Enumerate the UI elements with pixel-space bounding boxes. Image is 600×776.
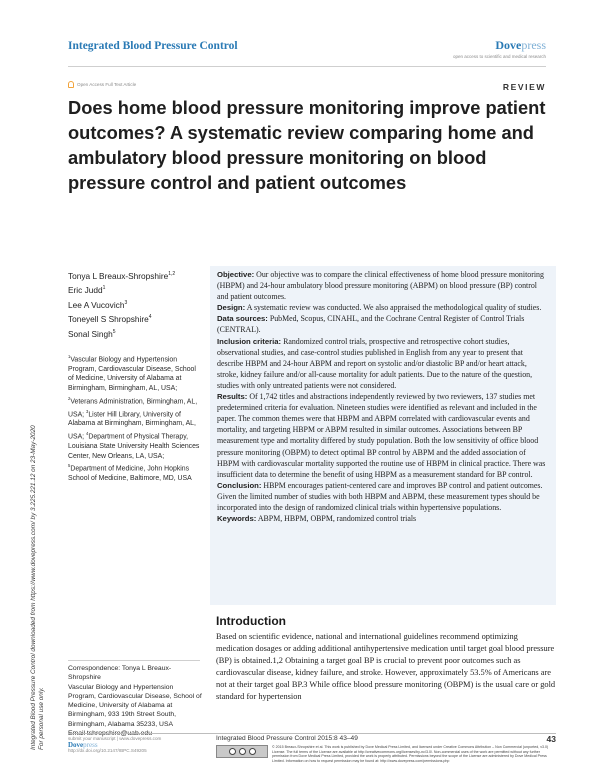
- abstract-section: Conclusion: HBPM encourages patient-centered care and improves BP control and patient outcomes. Given the limited number of studies with both HBPM and ABPM, these measurement types should be incorporated into the design of randomized clinical trials within hypertensive populations.: [217, 480, 543, 512]
- abstract-section: Results: Of 1,742 titles and abstractions independently reviewed by two reviewers, 137 studies met predetermined criteria for evaluation. Nineteen studies were identified as relevant and included in the paper. The common themes were that HBPM and ABPM correlated with cardiovascular events and mortality, and targeting HBPM or ABPM resulted in similar outcomes. Associations between BP measurement type and mortality differed by study population. Both the low sensitivity of office blood pressure monitoring (OBPM) to detect optimal BP control by ABPM and the added association of HBPM with cardiovascular mortality supported the routine use of HBPM in clinical practice. There was insufficient data to determine the benefit of using HBPM as a measurement standard for BP control.: [217, 392, 546, 479]
- license-block: [216, 745, 556, 763]
- correspondence-email[interactable]: Email tshropshire@uab.edu: [68, 730, 152, 738]
- open-access-label: [68, 81, 136, 88]
- publisher-tagline: open access to scientific and medical research: [452, 54, 546, 59]
- nc-icon: [249, 748, 256, 755]
- publisher-press: press: [521, 38, 546, 52]
- correspondence-name: Correspondence: Tonya L Breaux-Shropshire: [68, 665, 172, 682]
- publisher-name: [453, 38, 546, 53]
- creative-commons-icon[interactable]: [216, 745, 268, 758]
- footer-citation: Integrated Blood Pressure Control 2015:8 43–49: [216, 735, 358, 742]
- abstract-keywords: Keywords: ABPM, HBPM, OBPM, randomized control trials: [217, 514, 417, 524]
- journal-title[interactable]: Integrated Blood Pressure Control: [68, 40, 238, 52]
- affiliations: $^1$Vascular Biology and Hypertension Program, Cardiovascular Disease, School of Medicine, University of Alabama at Birmingham, Birmingham, AL, USA; $^2$Veterans Administration, Birmingham, AL, USA; $^3$Lister Hill Library, University of Alabama at Birmingham, Birmingham, AL, USA; $^4$Department of Physical Therapy, Louisiana State University Health Sciences Center, New Orleans, LA, USA; $^5$Department of Medicine, John Hopkins School of Medicine, Baltimore, MD, USA: [68, 354, 200, 483]
- abstract-section: Inclusion criteria: Randomized control trials, prospective and retrospective cohort studies, observational studies, and case-control studies published in English from any year to present that describe HBPM and 24-hour ABPM and report on systolic and/or diastolic BP and/or heart attack, stroke, kidney failure and/or all-cause mortality for adult patients. Due to the nature of the question, studies with only untreated patients were not considered.: [217, 336, 533, 390]
- doi-link[interactable]: http://dx.doi.org/10.2147/IBPC.S49205: [68, 748, 147, 754]
- by-icon: [239, 748, 246, 755]
- watermark-line-1: Integrated Blood Pressure Control downloaded from https://www.dovepress.com/ by 3.225.221.12 on 23-May-2020: [30, 425, 37, 750]
- download-watermark: [30, 150, 45, 750]
- author: Tonya L Breaux-Shropshire$^{1,2}$: [68, 270, 176, 281]
- footer-publisher: [68, 736, 161, 755]
- open-access-lock-icon: [68, 81, 74, 88]
- author: Sonal Singh$^5$: [68, 328, 116, 339]
- open-access-text: Open Access Full Text Article: [77, 82, 137, 87]
- abstract: [210, 266, 556, 605]
- author-list: [68, 268, 200, 340]
- introduction-heading: Introduction: [216, 614, 286, 628]
- cc-icon: [229, 748, 236, 755]
- author: Eric Judd$^1$: [68, 285, 106, 296]
- submit-link[interactable]: submit your manuscript | www.dovepress.com: [68, 736, 162, 741]
- correspondence-address: Vascular Biology and Hypertension Program, Cardiovascular Disease, School of Medicine, University of Alabama at Birmingham, 933 19th Street South, Birmingham, Alabama 35233, USA: [68, 683, 202, 728]
- watermark-line-2: For personal use only.: [38, 687, 45, 750]
- abstract-section: Data sources: PubMed, Scopus, CINAHL, and the Cochrane Central Register of Control Trials (CENTRAL).: [217, 314, 525, 335]
- footer-dovepress-logo[interactable]: Dovepress: [68, 741, 98, 750]
- article-title: Does home blood pressure monitoring improve patient outcomes? A systematic review comparing home and ambulatory blood pressure monitoring on blood pressure control and patient outcomes: [68, 97, 546, 193]
- abstract-section: Objective: Our objective was to compare the clinical effectiveness of home blood pressure monitoring (HBPM) and 24-hour ambulatory blood pressure monitoring (ABPM) on blood pressure (BP) control and patient outcomes.: [217, 270, 544, 302]
- publisher-logo[interactable]: [453, 38, 546, 59]
- introduction-text: Based on scientific evidence, national and international guidelines recommend optimizing medication dosages or adding additional antihypertensive medication until target goal blood pressure (BP) is obtained.1,2 Obtaining a target goal BP is crucial to prevent poor outcomes such as cardiovascular disease, kidney failure, and stroke. However, approximately 53.5% of Americans are not at their target goal BP.3 While office blood pressure monitoring (OBPM) is the usual care or gold standard for hypertension: [216, 632, 556, 702]
- footer-divider: [68, 733, 556, 734]
- article-type: REVIEW: [502, 82, 546, 92]
- page-number: 43: [546, 734, 556, 744]
- author: Toneyell S Shropshire$^4$: [68, 314, 152, 325]
- publisher-dove: Dove: [495, 38, 522, 52]
- abstract-section: Design: A systematic review was conducted. We also appraised the methodological quality of studies.: [217, 303, 542, 313]
- license-text: © 2015 Breaux-Shropshire et al. This work is published by Dove Medical Press Limited, and licensed under Creative Commons Attribution – Non Commercial (unported, v3.0) License. The full terms of the License are available at http://creativecommons.org/licenses/by-nc/3.0/. Non-commercial uses of the work are permitted without any further permission from Dove Medical Press Limited, provided the work is properly attributed. Permissions beyond the scope of the License are administered by Dove Medical Press Limited. Information on how to request permission may be found at: http://www.dovepress.com/permissions.php: [272, 745, 549, 763]
- correspondence: [68, 664, 203, 738]
- header-divider: [68, 66, 546, 67]
- author: Lee A Vucovich$^3$: [68, 299, 128, 310]
- correspondence-divider: [68, 660, 200, 661]
